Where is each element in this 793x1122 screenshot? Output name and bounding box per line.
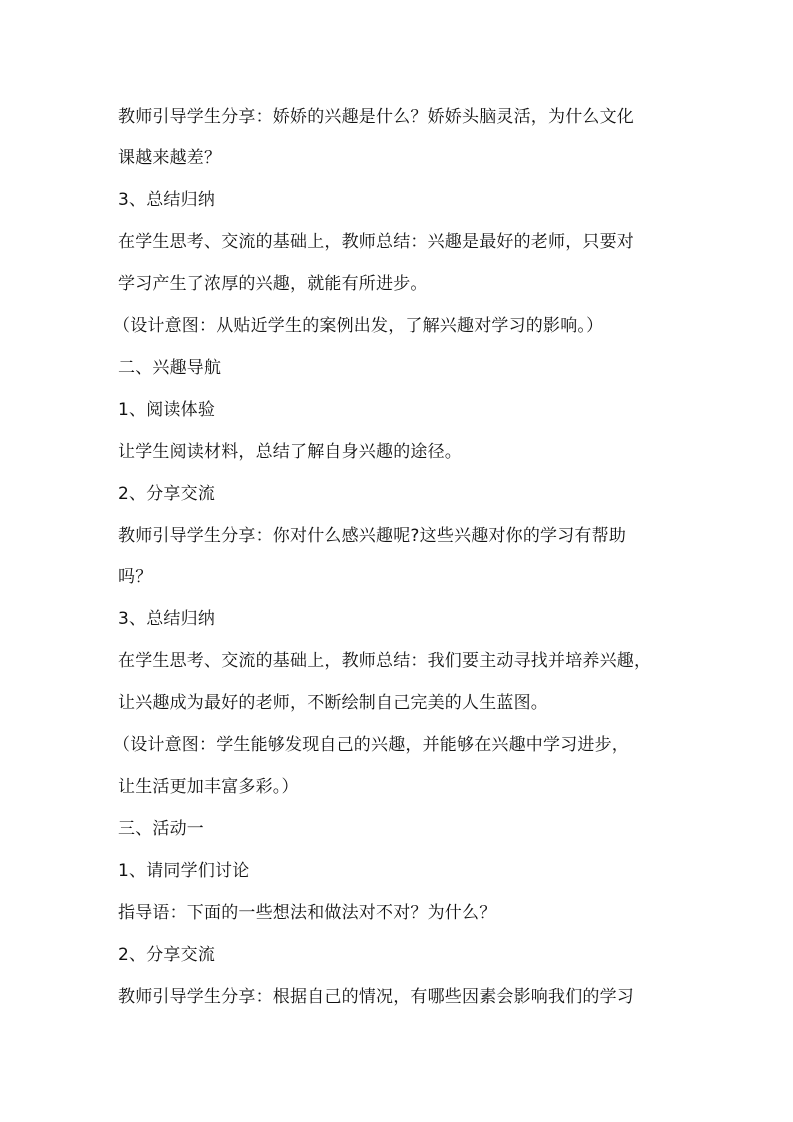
body-paragraph-line: 学习产生了浓厚的兴趣，就能有所进步。: [118, 274, 428, 294]
section-heading: 三、活动一: [118, 819, 204, 839]
body-paragraph-line: 教师引导学生分享：娇娇的兴趣是什么？娇娇头脑灵活，为什么文化: [118, 107, 634, 127]
subheading: 1、阅读体验: [118, 400, 216, 420]
subheading: 2、分享交流: [118, 484, 216, 504]
subheading: 1、请同学们讨论: [118, 861, 250, 881]
body-paragraph-line: 让兴趣成为最好的老师，不断绘制自己完美的人生蓝图。: [118, 693, 548, 713]
body-paragraph-line: 教师引导学生分享：根据自己的情况，有哪些因素会影响我们的学习: [118, 987, 634, 1007]
subheading: 3、总结归纳: [118, 190, 216, 210]
body-paragraph-line: 指导语：下面的一些想法和做法对不对？为什么？: [118, 903, 497, 923]
body-paragraph-line: 在学生思考、交流的基础上，教师总结：兴趣是最好的老师，只要对: [118, 232, 634, 252]
body-paragraph-line: 教师引导学生分享：你对什么感兴趣呢?这些兴趣对你的学习有帮助: [118, 526, 627, 546]
section-heading: 二、兴趣导航: [118, 358, 222, 378]
body-paragraph-line: 吗？: [118, 567, 153, 587]
body-paragraph-line: 课越来越差？: [118, 148, 222, 168]
body-paragraph-line: 让学生阅读材料，总结了解自身兴趣的途径。: [118, 442, 462, 462]
body-paragraph-line: 在学生思考、交流的基础上，教师总结：我们要主动寻找并培养兴趣，: [118, 651, 652, 671]
design-intent-note: 让生活更加丰富多彩。）: [118, 777, 299, 797]
subheading: 3、总结归纳: [118, 609, 216, 629]
subheading: 2、分享交流: [118, 945, 216, 965]
design-intent-note: （设计意图：从贴近学生的案例出发，了解兴趣对学习的影响。）: [113, 316, 604, 336]
design-intent-note: （设计意图：学生能够发现自己的兴趣，并能够在兴趣中学习进步，: [113, 735, 629, 755]
